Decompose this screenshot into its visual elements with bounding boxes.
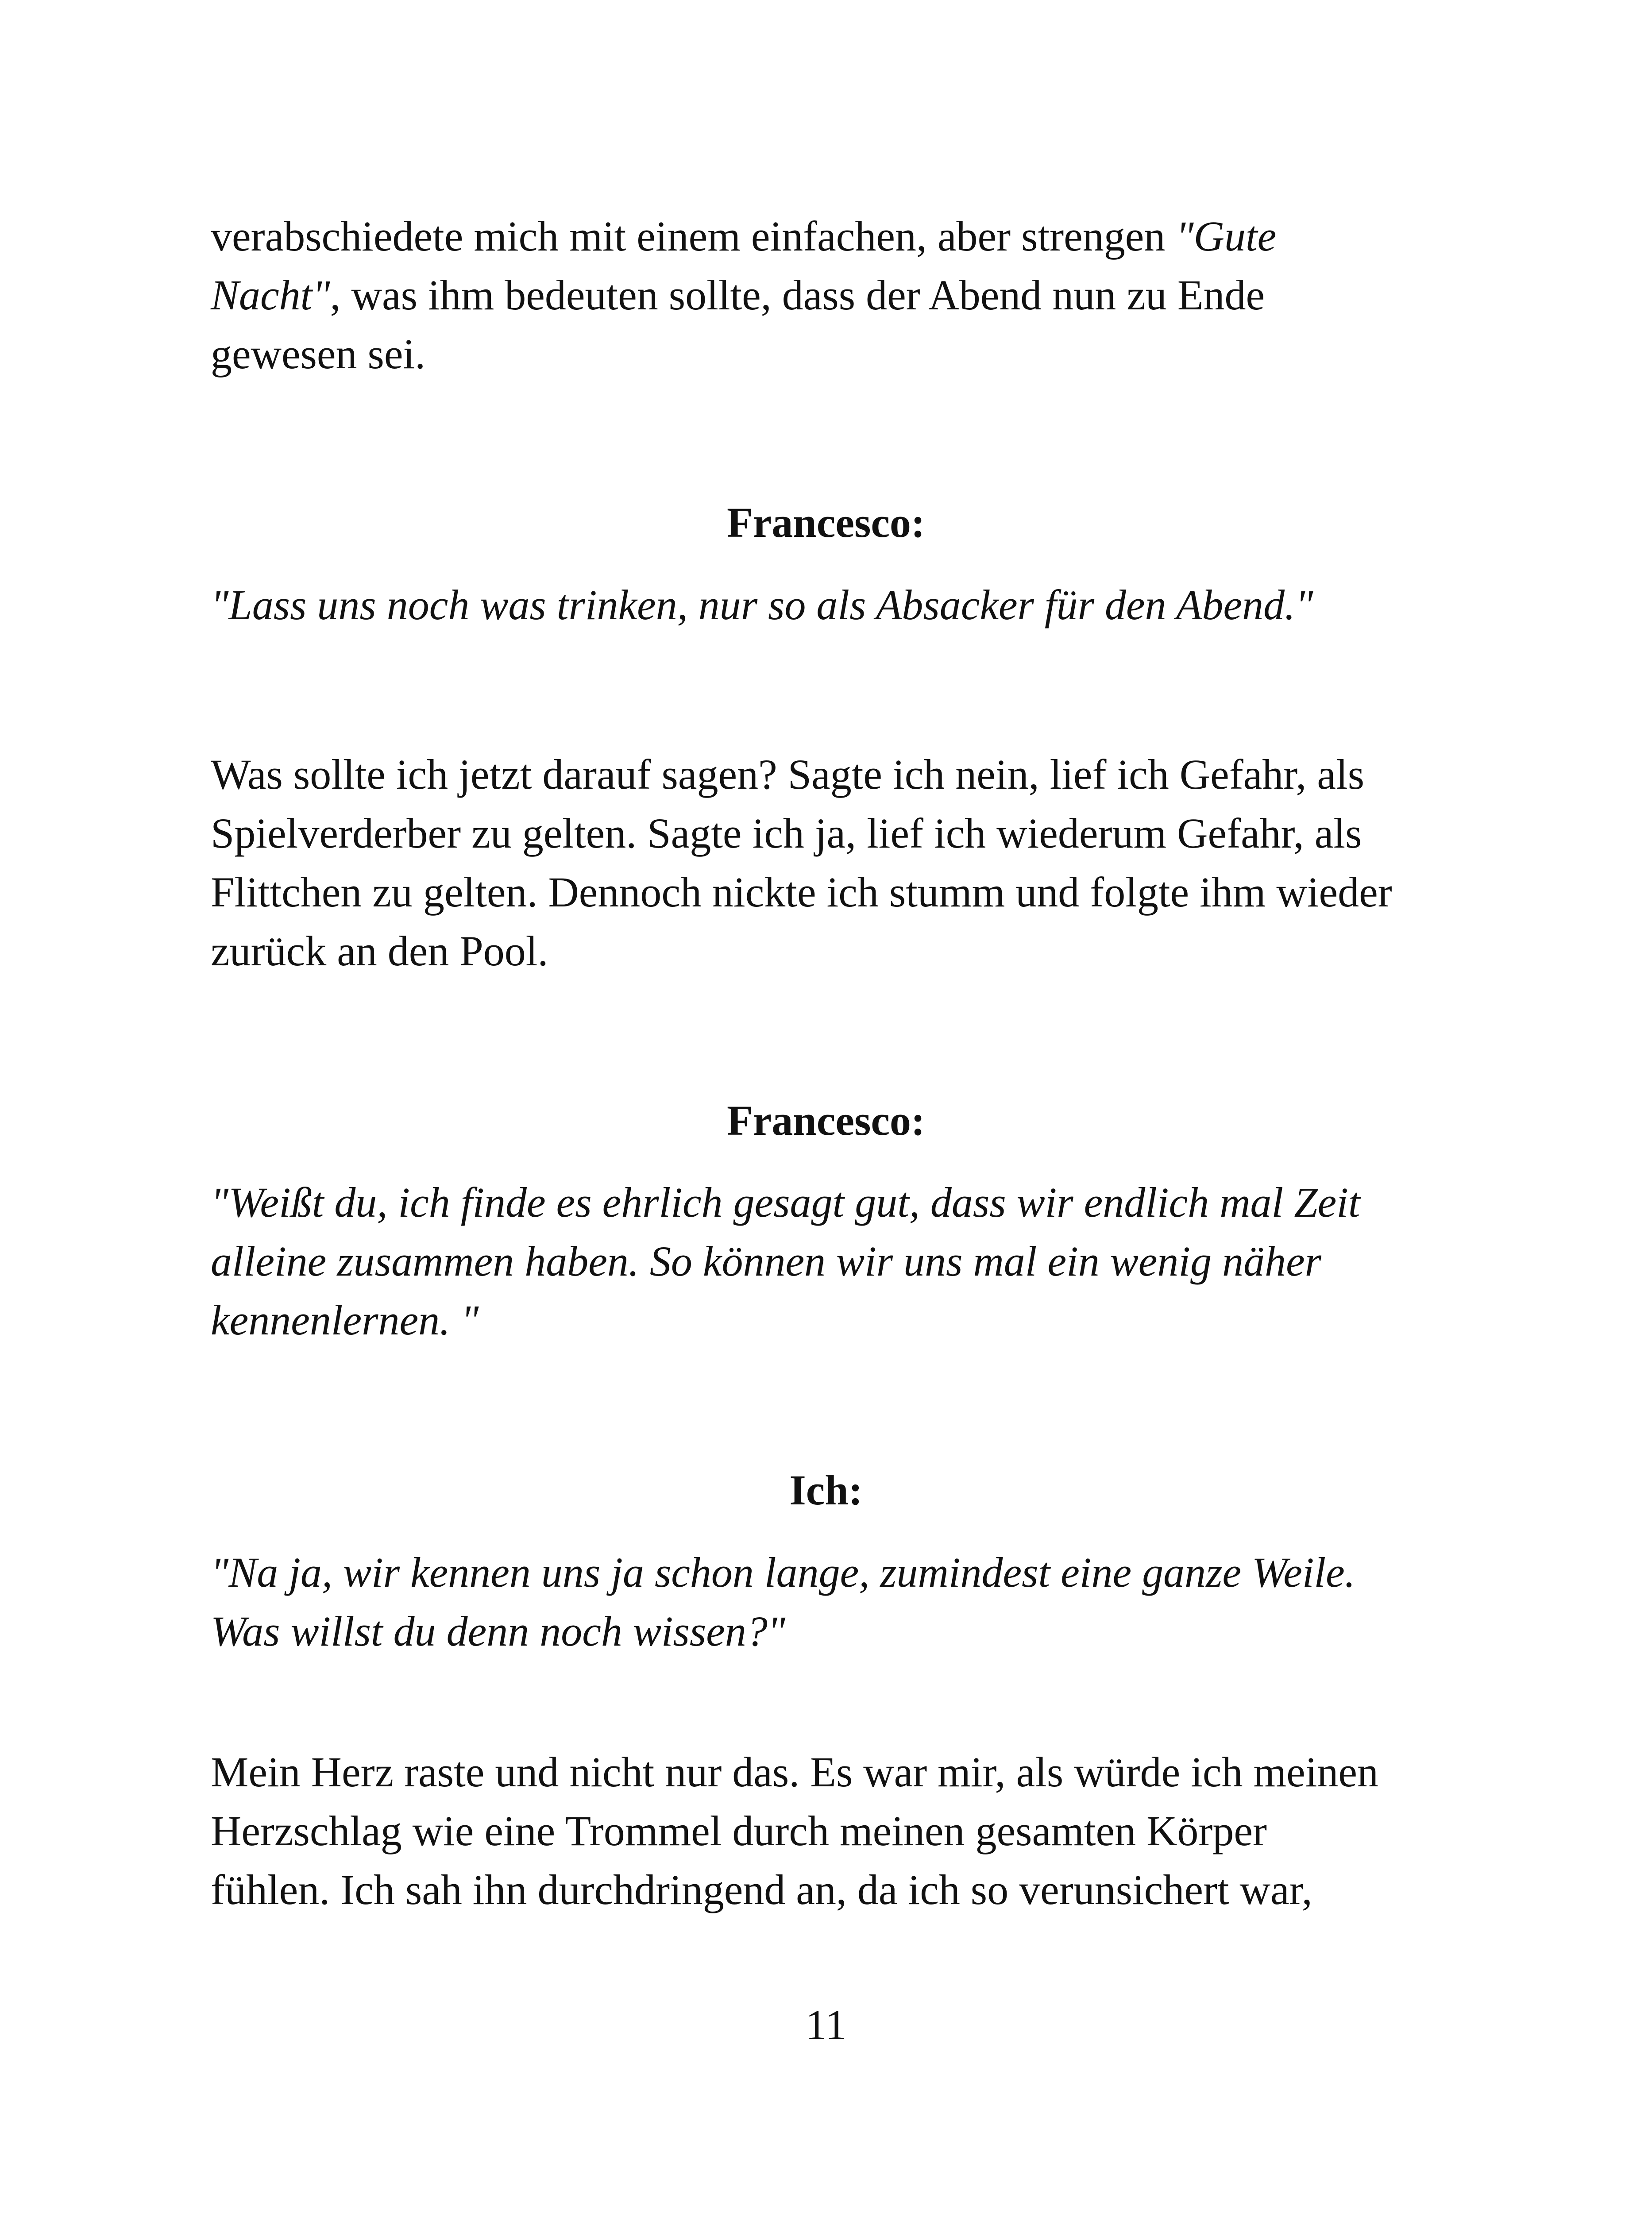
speaker-1-label: Francesco: <box>727 499 925 546</box>
paragraph-2 <box>211 745 1494 980</box>
speech-3 <box>211 1543 1494 1661</box>
paragraph-1-line-1 <box>211 207 1494 266</box>
paragraph-1-line-2-italic: Nacht" <box>211 271 330 319</box>
speech-3-line-1: "Na ja, wir kennen uns ja schon lange, zumindest eine ganze Weile. <box>211 1549 1355 1596</box>
speech-2 <box>211 1173 1494 1349</box>
paragraph-2-line-3: Flittchen zu gelten. Dennoch nickte ich stumm und folgte ihm wieder <box>211 868 1392 916</box>
paragraph-2-line-1: Was sollte ich jetzt darauf sagen? Sagte ich nein, lief ich Gefahr, als <box>211 751 1365 798</box>
speech-2-line-1: "Weißt du, ich finde es ehrlich gesagt gut, dass wir endlich mal Zeit <box>211 1179 1360 1226</box>
speech-2-line-2: alleine zusammen haben. So können wir uns mal ein wenig näher <box>211 1238 1322 1285</box>
paragraph-3-line-1: Mein Herz raste und nicht nur das. Es war mir, als würde ich meinen <box>211 1748 1379 1796</box>
speech-3-line-2: Was willst du denn noch wissen?" <box>211 1608 786 1655</box>
page-number: 11 <box>805 2001 847 2048</box>
speaker-heading-1 <box>0 493 1652 552</box>
speech-2-line-3: kennenlernen. " <box>211 1296 479 1344</box>
paragraph-1-line-2-text: , was ihm bedeuten sollte, dass der Abend nun zu Ende <box>330 271 1265 319</box>
paragraph-1 <box>211 207 1494 383</box>
paragraph-1-line-1-text: verabschiedete mich mit einem einfachen, aber strengen <box>211 212 1176 260</box>
paragraph-3-line-2: Herzschlag wie eine Trommel durch meinen gesamten Körper <box>211 1807 1267 1854</box>
speaker-3-label: Ich: <box>789 1466 863 1514</box>
paragraph-1-line-1-italic: "Gute <box>1176 212 1277 260</box>
paragraph-1-line-2 <box>211 266 1494 324</box>
paragraph-3 <box>211 1743 1494 1919</box>
paragraph-2-line-4: zurück an den Pool. <box>211 927 548 975</box>
speech-1 <box>211 575 1494 634</box>
paragraph-2-line-2: Spielverderber zu gelten. Sagte ich ja, lief ich wiederum Gefahr, als <box>211 810 1362 857</box>
paragraph-3-line-3: fühlen. Ich sah ihn durchdringend an, da ich so verunsichert war, <box>211 1866 1312 1913</box>
speaker-heading-3 <box>0 1461 1652 1519</box>
speech-1-line-1: "Lass uns noch was trinken, nur so als Absacker für den Abend." <box>211 581 1313 628</box>
speaker-heading-2 <box>0 1091 1652 1150</box>
speaker-2-label: Francesco: <box>727 1097 925 1144</box>
paragraph-1-line-3: gewesen sei. <box>211 330 426 378</box>
